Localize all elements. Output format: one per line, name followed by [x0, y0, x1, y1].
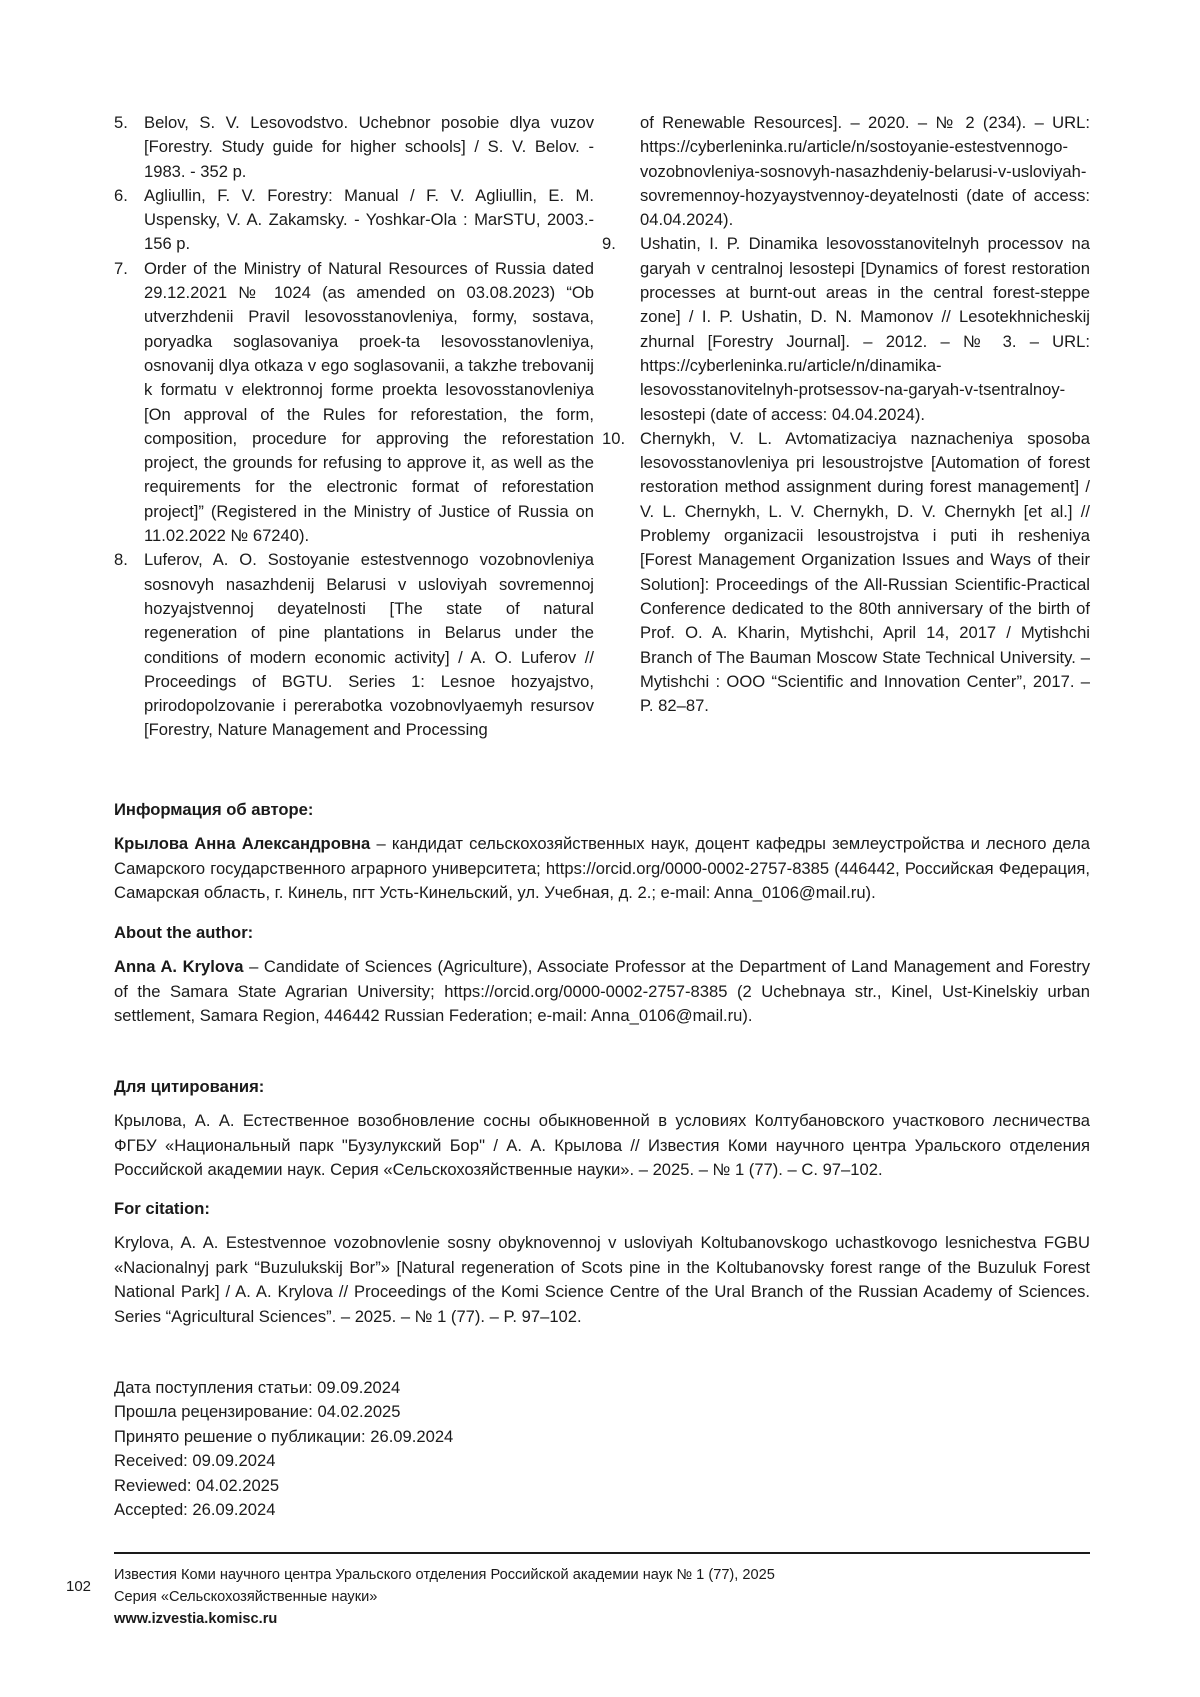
author-info-ru-text [114, 832, 1090, 905]
reference-list-left [114, 111, 594, 743]
date-submitted-ru: Дата поступления статьи: 09.09.2024 [114, 1378, 401, 1397]
citation-en [114, 1197, 1090, 1329]
reference-item-7 [114, 257, 594, 549]
footer-series: Серия «Сельскохозяйственные науки» [114, 1589, 378, 1605]
reference-text: Belov, S. V. Lesovodstvo. Uchebnor posobie dlya vuzov [Forestry. Study guide for higher schools] / S. V. Belov. - 1983. - 352 p. [144, 113, 594, 181]
footer-journal: Известия Коми научного центра Уральского отделения Российской академии наук № 1 (77), 2025 [114, 1567, 775, 1583]
date-accepted-en: Accepted: 26.09.2024 [114, 1500, 276, 1520]
references-right-column [602, 111, 1090, 743]
author-details-ru: – кандидат сельскохозяйственных наук, доцент кафедры землеустройства и лесного дела Самарского государственного аграрного университета; https://orcid.org/0000-0002-2757-8385 (446442, Российская Федерация, Самарская область, г. Кинель, пгт Усть-Кинельский, ул. Учебная, д. 2.; e-mail: Anna_0106@mail.ru). [114, 834, 1090, 903]
author-name-en: Anna A. Krylova [114, 957, 244, 977]
footer-divider [114, 1552, 1090, 1554]
reference-text: Luferov, A. O. Sostoyanie estestvennogo vozobnovleniya sosnovyh nasazhdenij Belarusi v usloviyah sovremennoj hozyajstvennoj deyatelnosti [The state of natural regeneration of pine plantations in Belarus under the conditions of modern economic activity] / A. O. Luferov // Proceedings of BGTU. Series 1: Lesnoe hozyajstvo, prirodopolzovanie i pererabotka vozobnovlyaemyh resursov [Forestry, Nature Management and Processing [144, 550, 594, 740]
author-info-ru-heading: Информация об авторе: [114, 800, 314, 819]
author-info-ru [114, 798, 1090, 906]
reference-number: 10. [602, 428, 626, 448]
reference-number: 5. [114, 113, 128, 132]
citation-ru-text: Крылова, А. А. Естественное возобновление сосны обыкновенной в условиях Колтубановского участкового лесничества ФГБУ «Национальный парк "Бузулукский Бор" / А. А. Крылова // Известия Коми научного центра Уральского отделения Российской академии наук. Серия «Сельскохозяйственные науки». – 2025. – № 1 (77). – С. 97–102. [114, 1111, 1090, 1180]
date-reviewed-ru: Прошла рецензирование: 04.02.2025 [114, 1402, 401, 1422]
date-received-en: Received: 09.09.2024 [114, 1451, 276, 1471]
reference-item-5 [114, 111, 594, 184]
citation-en-text: Krylova, A. A. Estestvennoe vozobnovlenie sosny obyknovennoj v usloviyah Koltubanovskogo uchastkovogo lesnichestva FGBU «Nacionalnyj park “Buzulukskij Bor”» [Natural regeneration of Scots pine in the Koltubanovsky forest range of the Buzuluk Forest National Park] / A. A. Krylova // Proceedings of the Komi Science Centre of the Ural Branch of the Russian Academy of Sciences. Series “Agricultural Sciences”. – 2025. – № 1 (77). – P. 97–102. [114, 1233, 1090, 1326]
footer-website-link[interactable]: www.izvestia.komisc.ru [114, 1611, 278, 1627]
page-footer [114, 1564, 775, 1630]
reference-number: 9. [602, 234, 616, 254]
date-reviewed-en: Reviewed: 04.02.2025 [114, 1475, 280, 1495]
references-columns [114, 111, 1090, 743]
references-left-column [114, 111, 594, 743]
reference-number: 6. [114, 185, 128, 205]
reference-item-9 [602, 232, 1090, 426]
reference-item-10 [602, 427, 1090, 719]
author-info-en-text [114, 955, 1090, 1028]
reference-item-6 [114, 184, 594, 257]
author-info-en-heading: About the author: [114, 923, 254, 942]
article-dates [114, 1376, 1090, 1522]
reference-number: 8. [114, 550, 128, 570]
reference-text: Agliullin, F. V. Forestry: Manual / F. V. Agliullin, E. M. Uspensky, V. A. Zakamsky. - Yoshkar-Ola : MarSTU, 2003.- 156 p. [144, 185, 594, 254]
author-info-en [114, 921, 1090, 1029]
reference-8-continuation: of Renewable Resources]. – 2020. – № 2 (234). – URL: https://cyberleninka.ru/article/n/sostoyanie-estestvennogo-vozobnovleniya-sosnovyh-nasazhdeniy-belarusi-v-usloviyah-sovremennoy-hozyaystvennoy-deyatelnosti (date of access: 04.04.2024). [640, 113, 1090, 230]
citation-ru-heading: Для цитирования: [114, 1077, 265, 1096]
reference-item-8 [114, 548, 594, 742]
citation-en-heading: For citation: [114, 1199, 210, 1218]
citation-ru [114, 1075, 1090, 1183]
reference-list-right [602, 232, 1090, 718]
reference-text: Ushatin, I. P. Dinamika lesovosstanovitelnyh processov na garyah v centralnoj lesostepi [Dynamics of forest restoration processes at burnt-out areas in the central forest-steppe zone] / I. P. Ushatin, D. N. Mamonov // Lesotekhnicheskij zhurnal [Forestry Journal]. – 2012. – № 3. – URL: https://cyberleninka.ru/article/n/dinamika-lesovosstanovitelnyh-protsessov-na-garyah-v-tsentralnoy-lesostepi (date of access: 04.04.2024). [640, 234, 1090, 424]
reference-text: Order of the Ministry of Natural Resources of Russia dated 29.12.2021 № 1024 (as amended on 03.08.2023) “Ob utverzhdenii Pravil lesovosstanovleniya, formy, sostava, poryadka soglasovaniya proek-ta lesovosstanovleniya, osnovanij dlya otkaza v ego soglasovanii, a takzhe trebovanij k formatu v elektronnoj forme proekta lesovosstanovleniya [On approval of the Rules for reforestation, the form, composition, procedure for approving the reforestation project, the grounds for refusing to approve it, as well as the requirements for the electronic format of reforestation project]” (Registered in the Ministry of Justice of Russia on 11.02.2022 № 67240). [144, 258, 594, 546]
date-accepted-ru: Принято решение о публикации: 26.09.2024 [114, 1426, 454, 1446]
reference-number: 7. [114, 258, 128, 278]
author-name-ru: Крылова Анна Александровна [114, 834, 371, 854]
page-number: 102 [66, 1578, 92, 1595]
author-details-en: – Candidate of Sciences (Agriculture), Associate Professor at the Department of Land Management and Forestry of the Samara State Agrarian University; https://orcid.org/0000-0002-2757-8385 (2 Uchebnaya str., Kinel, Ust-Kinelskiy urban settlement, Samara Region, 446442 Russian Federation; e-mail: Anna_0106@mail.ru). [114, 957, 1090, 1026]
reference-text: Chernykh, V. L. Avtomatizaciya naznacheniya sposoba lesovosstanovleniya pri lesoustrojstve [Automation of forest restoration method assignment during forest management] / V. L. Chernykh, L. V. Chernykh, D. V. Chernykh [et al.] // Problemy organizacii lesoustrojstva i puti ih resheniya [Forest Management Organization Issues and Ways of their Solution]: Proceedings of the All-Russian Scientific-Practical Conference dedicated to the 80th anniversary of the birth of Prof. O. A. Kharin, Mytishchi, April 14, 2017 / Mytishchi Branch of The Bauman Moscow State Technical University. – Mytishchi : OOO “Scientific and Innovation Center”, 2017. – P. 82–87. [640, 428, 1090, 716]
